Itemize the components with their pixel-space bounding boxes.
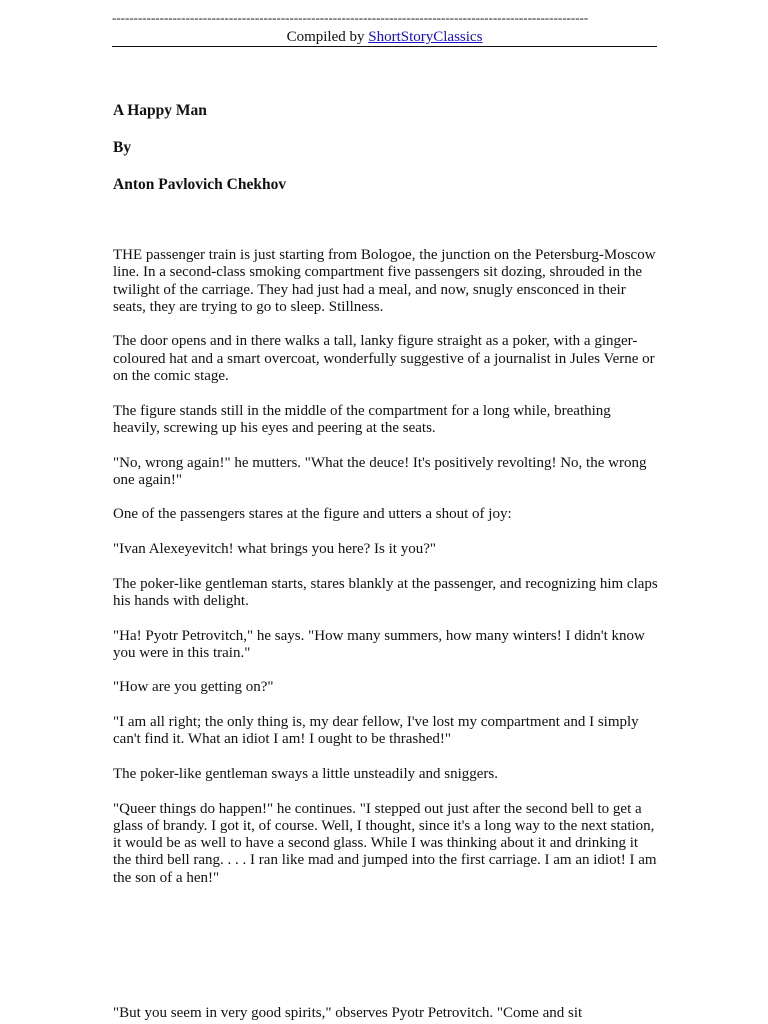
- compiled-by-label: Compiled by: [286, 29, 369, 45]
- story-body: [113, 247, 658, 904]
- shortstoryclassics-link[interactable]: ShortStoryClassics: [368, 29, 483, 45]
- paragraph: The poker-like gentleman sways a little unsteadily and sniggers.: [113, 765, 499, 782]
- paragraph: "Ivan Alexeyevitch! what brings you here? Is it you?": [113, 541, 436, 558]
- paragraph: "Ha! Pyotr Petrovitch," he says. "How many summers, how many winters! I didn't know you were in this train.": [113, 627, 645, 661]
- paragraph: The door opens and in there walks a tall, lanky figure straight as a poker, with a ginger-coloured hat and a smart overcoat, wonderfully suggestive of a journalist in Jules Verne or on the comic stage.: [113, 333, 655, 385]
- author-name: Anton Pavlovich Chekhov: [113, 176, 287, 193]
- paragraph: The poker-like gentleman starts, stares blankly at the passenger, and recognizing him claps his hands with delight.: [113, 575, 658, 609]
- paragraph: "Queer things do happen!" he continues. "I stepped out just after the second bell to get a glass of brandy. I got it, of course. Well, I thought, since it's a long way to the next station, it would be as well to have a second glass. While I was thinking about it and drinking it the third bell rang. . . . I ran like mad and jumped into the first carriage. I am an idiot! I am the son of a hen!": [113, 800, 657, 886]
- paragraph: "How are you getting on?": [113, 679, 274, 696]
- by-label: By: [113, 139, 132, 156]
- paragraph: THE passenger train is just starting from Bologoe, the junction on the Petersburg-Moscow line. In a second-class smoking compartment five passengers sit dozing, shrouded in the twilight of the carriage. They had just had a meal, and now, snugly ensconced in their seats, they are trying to go to sleep. Stillness.: [113, 247, 656, 315]
- paragraph: "No, wrong again!" he mutters. "What the deuce! It's positively revolting! No, the wrong one again!": [113, 454, 647, 488]
- compiled-by-line: [112, 28, 657, 46]
- paragraph: "I am all right; the only thing is, my dear fellow, I've lost my compartment and I simply can't find it. What an idiot I am! I ought to be thrashed!": [113, 714, 639, 748]
- story-title: A Happy Man: [113, 102, 207, 119]
- paragraph: The figure stands still in the middle of the compartment for a long while, breathing heavily, screwing up his eyes and peering at the seats.: [113, 402, 611, 436]
- paragraph-continued: "But you seem in very good spirits," observes Pyotr Petrovitch. "Come and sit: [113, 1005, 583, 1021]
- header-dash-line: --------------------------------------------------------------------------------------------------------------: [112, 10, 589, 25]
- paragraph: One of the passengers stares at the figure and utters a shout of joy:: [113, 506, 512, 523]
- header-rule: [112, 46, 657, 47]
